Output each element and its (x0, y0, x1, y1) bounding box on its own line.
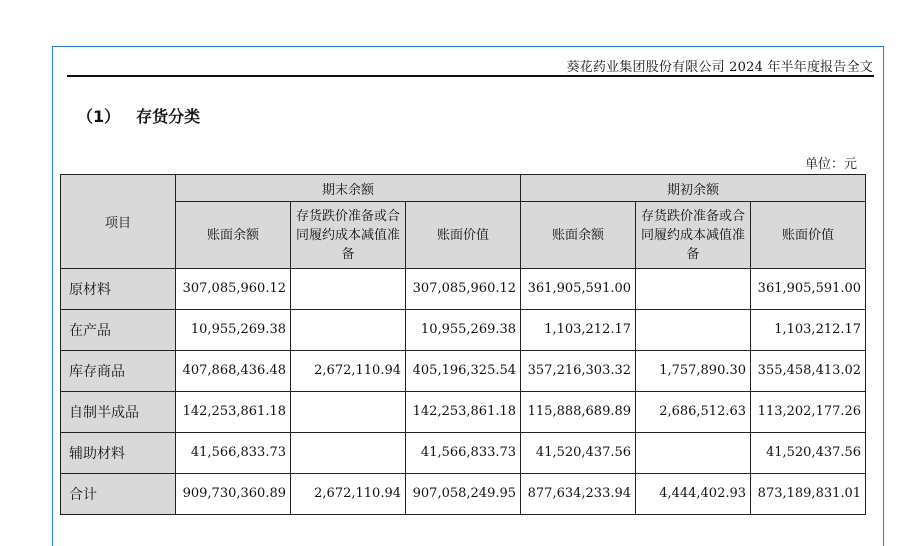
group-header-closing: 期末余额 (176, 175, 521, 202)
inventory-table (60, 174, 866, 515)
row-label: 辅助材料 (61, 433, 176, 474)
table-cell: 877,634,233.94 (521, 474, 636, 515)
table-cell (291, 269, 406, 310)
table-cell (291, 310, 406, 351)
col-header: 账面价值 (751, 202, 866, 269)
table-cell (636, 269, 751, 310)
section-title-text: 存货分类 (136, 107, 201, 126)
report-header: 葵花药业集团股份有限公司 2024 年半年度报告全文 (566, 60, 873, 75)
table-row (61, 392, 866, 433)
section-title (77, 104, 200, 127)
table-cell: 2,672,110.94 (291, 474, 406, 515)
table-row (61, 269, 866, 310)
table-cell: 307,085,960.12 (176, 269, 291, 310)
row-label: 原材料 (61, 269, 176, 310)
table-cell: 907,058,249.95 (406, 474, 521, 515)
table-cell: 2,686,512.63 (636, 392, 751, 433)
table-row (61, 433, 866, 474)
table-cell: 41,566,833.73 (176, 433, 291, 474)
table-cell: 41,566,833.73 (406, 433, 521, 474)
header-rule (67, 75, 874, 77)
table-cell (291, 433, 406, 474)
table-cell: 355,458,413.02 (751, 351, 866, 392)
table-row (61, 351, 866, 392)
table-row (61, 310, 866, 351)
table-cell: 115,888,689.89 (521, 392, 636, 433)
col-header: 账面余额 (176, 202, 291, 269)
table-cell: 142,253,861.18 (176, 392, 291, 433)
table-cell: 113,202,177.26 (751, 392, 866, 433)
table-cell: 361,905,591.00 (751, 269, 866, 310)
table-cell (291, 392, 406, 433)
col-header: 存货跌价准备或合同履约成本减值准备 (291, 202, 406, 269)
table-cell: 407,868,436.48 (176, 351, 291, 392)
col-header: 账面价值 (406, 202, 521, 269)
table-cell: 1,103,212.17 (521, 310, 636, 351)
table-cell: 357,216,303.32 (521, 351, 636, 392)
col-header: 账面余额 (521, 202, 636, 269)
table-cell: 873,189,831.01 (751, 474, 866, 515)
table-cell: 142,253,861.18 (406, 392, 521, 433)
row-label: 在产品 (61, 310, 176, 351)
table-cell (636, 433, 751, 474)
table-cell: 41,520,437.56 (751, 433, 866, 474)
table-cell: 4,444,402.93 (636, 474, 751, 515)
table-cell: 307,085,960.12 (406, 269, 521, 310)
table-cell: 10,955,269.38 (176, 310, 291, 351)
row-label: 合计 (61, 474, 176, 515)
table-cell: 361,905,591.00 (521, 269, 636, 310)
row-label: 自制半成品 (61, 392, 176, 433)
table-row-total (61, 474, 866, 515)
table-cell: 2,672,110.94 (291, 351, 406, 392)
row-label: 库存商品 (61, 351, 176, 392)
col-header: 存货跌价准备或合同履约成本减值准备 (636, 202, 751, 269)
table-cell: 41,520,437.56 (521, 433, 636, 474)
table-cell: 1,103,212.17 (751, 310, 866, 351)
item-header: 项目 (61, 175, 176, 269)
table-cell (636, 310, 751, 351)
table-cell: 1,757,890.30 (636, 351, 751, 392)
table-cell: 909,730,360.89 (176, 474, 291, 515)
section-number: （1） (77, 107, 121, 126)
unit-label: 单位：元 (804, 157, 857, 172)
table-cell: 10,955,269.38 (406, 310, 521, 351)
table-cell: 405,196,325.54 (406, 351, 521, 392)
group-header-opening: 期初余额 (521, 175, 866, 202)
